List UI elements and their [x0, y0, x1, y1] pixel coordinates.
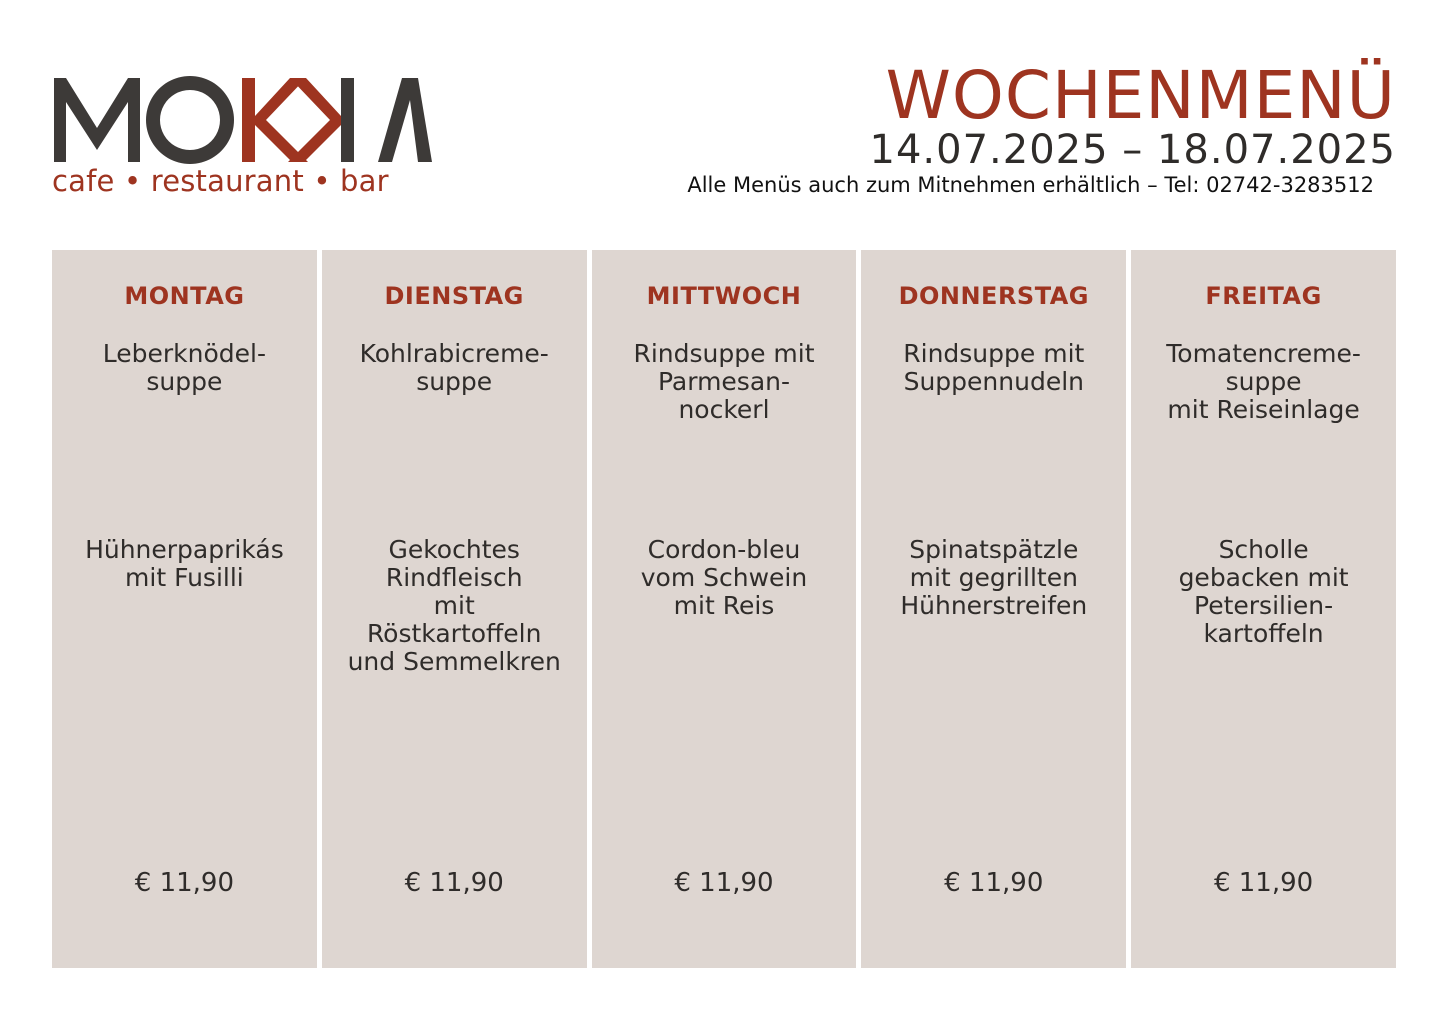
- price: € 11,90: [404, 868, 504, 898]
- main-dish: Scholle gebacken mit Petersilien- kartoffeln: [1178, 535, 1349, 648]
- price: € 11,90: [1213, 868, 1314, 898]
- main-dish: Cordon-bleu vom Schwein mit Reis: [640, 535, 808, 620]
- mokka-logo: [52, 70, 432, 200]
- takeaway-note: Alle Menüs auch zum Mitnehmen erhältlich – Tel: 02742-3283512: [687, 173, 1374, 197]
- day-column-monday: [52, 250, 317, 968]
- main-dish: Gekochtes Rindfleisch mit Röstkartoffeln und Semmelkren: [347, 535, 561, 676]
- day-column-friday: [1131, 250, 1396, 968]
- price: € 11,90: [674, 868, 774, 898]
- weekly-menu-columns: [52, 250, 1396, 968]
- logo-tagline: cafe • restaurant • bar: [52, 164, 389, 198]
- soup-item: Rindsuppe mit Parmesan- nockerl: [633, 339, 815, 424]
- day-column-tuesday: [322, 250, 587, 968]
- mokka-wordmark-icon: [52, 70, 432, 165]
- day-heading: MONTAG: [124, 282, 245, 310]
- soup-item: Tomatencreme- suppe mit Reiseinlage: [1166, 339, 1361, 424]
- soup-item: Leberknödel- suppe: [102, 339, 267, 396]
- day-column-thursday: [861, 250, 1126, 968]
- day-heading: DONNERSTAG: [898, 282, 1089, 310]
- main-dish: Hühnerpaprikás mit Fusilli: [85, 535, 284, 592]
- soup-item: Rindsuppe mit Suppennudeln: [903, 339, 1085, 396]
- date-range: 14.07.2025 – 18.07.2025: [869, 127, 1396, 173]
- day-heading: MITTWOCH: [646, 282, 802, 310]
- soup-item: Kohlrabicreme- suppe: [359, 339, 549, 396]
- main-dish: Spinatspätzle mit gegrillten Hühnerstreifen: [900, 535, 1088, 620]
- page-title: WOCHENMENÜ: [885, 57, 1396, 134]
- day-column-wednesday: [592, 250, 857, 968]
- price: € 11,90: [134, 868, 235, 898]
- day-heading: DIENSTAG: [384, 282, 524, 310]
- menu-header: [687, 57, 1396, 198]
- price: € 11,90: [944, 868, 1044, 898]
- day-heading: FREITAG: [1205, 282, 1322, 310]
